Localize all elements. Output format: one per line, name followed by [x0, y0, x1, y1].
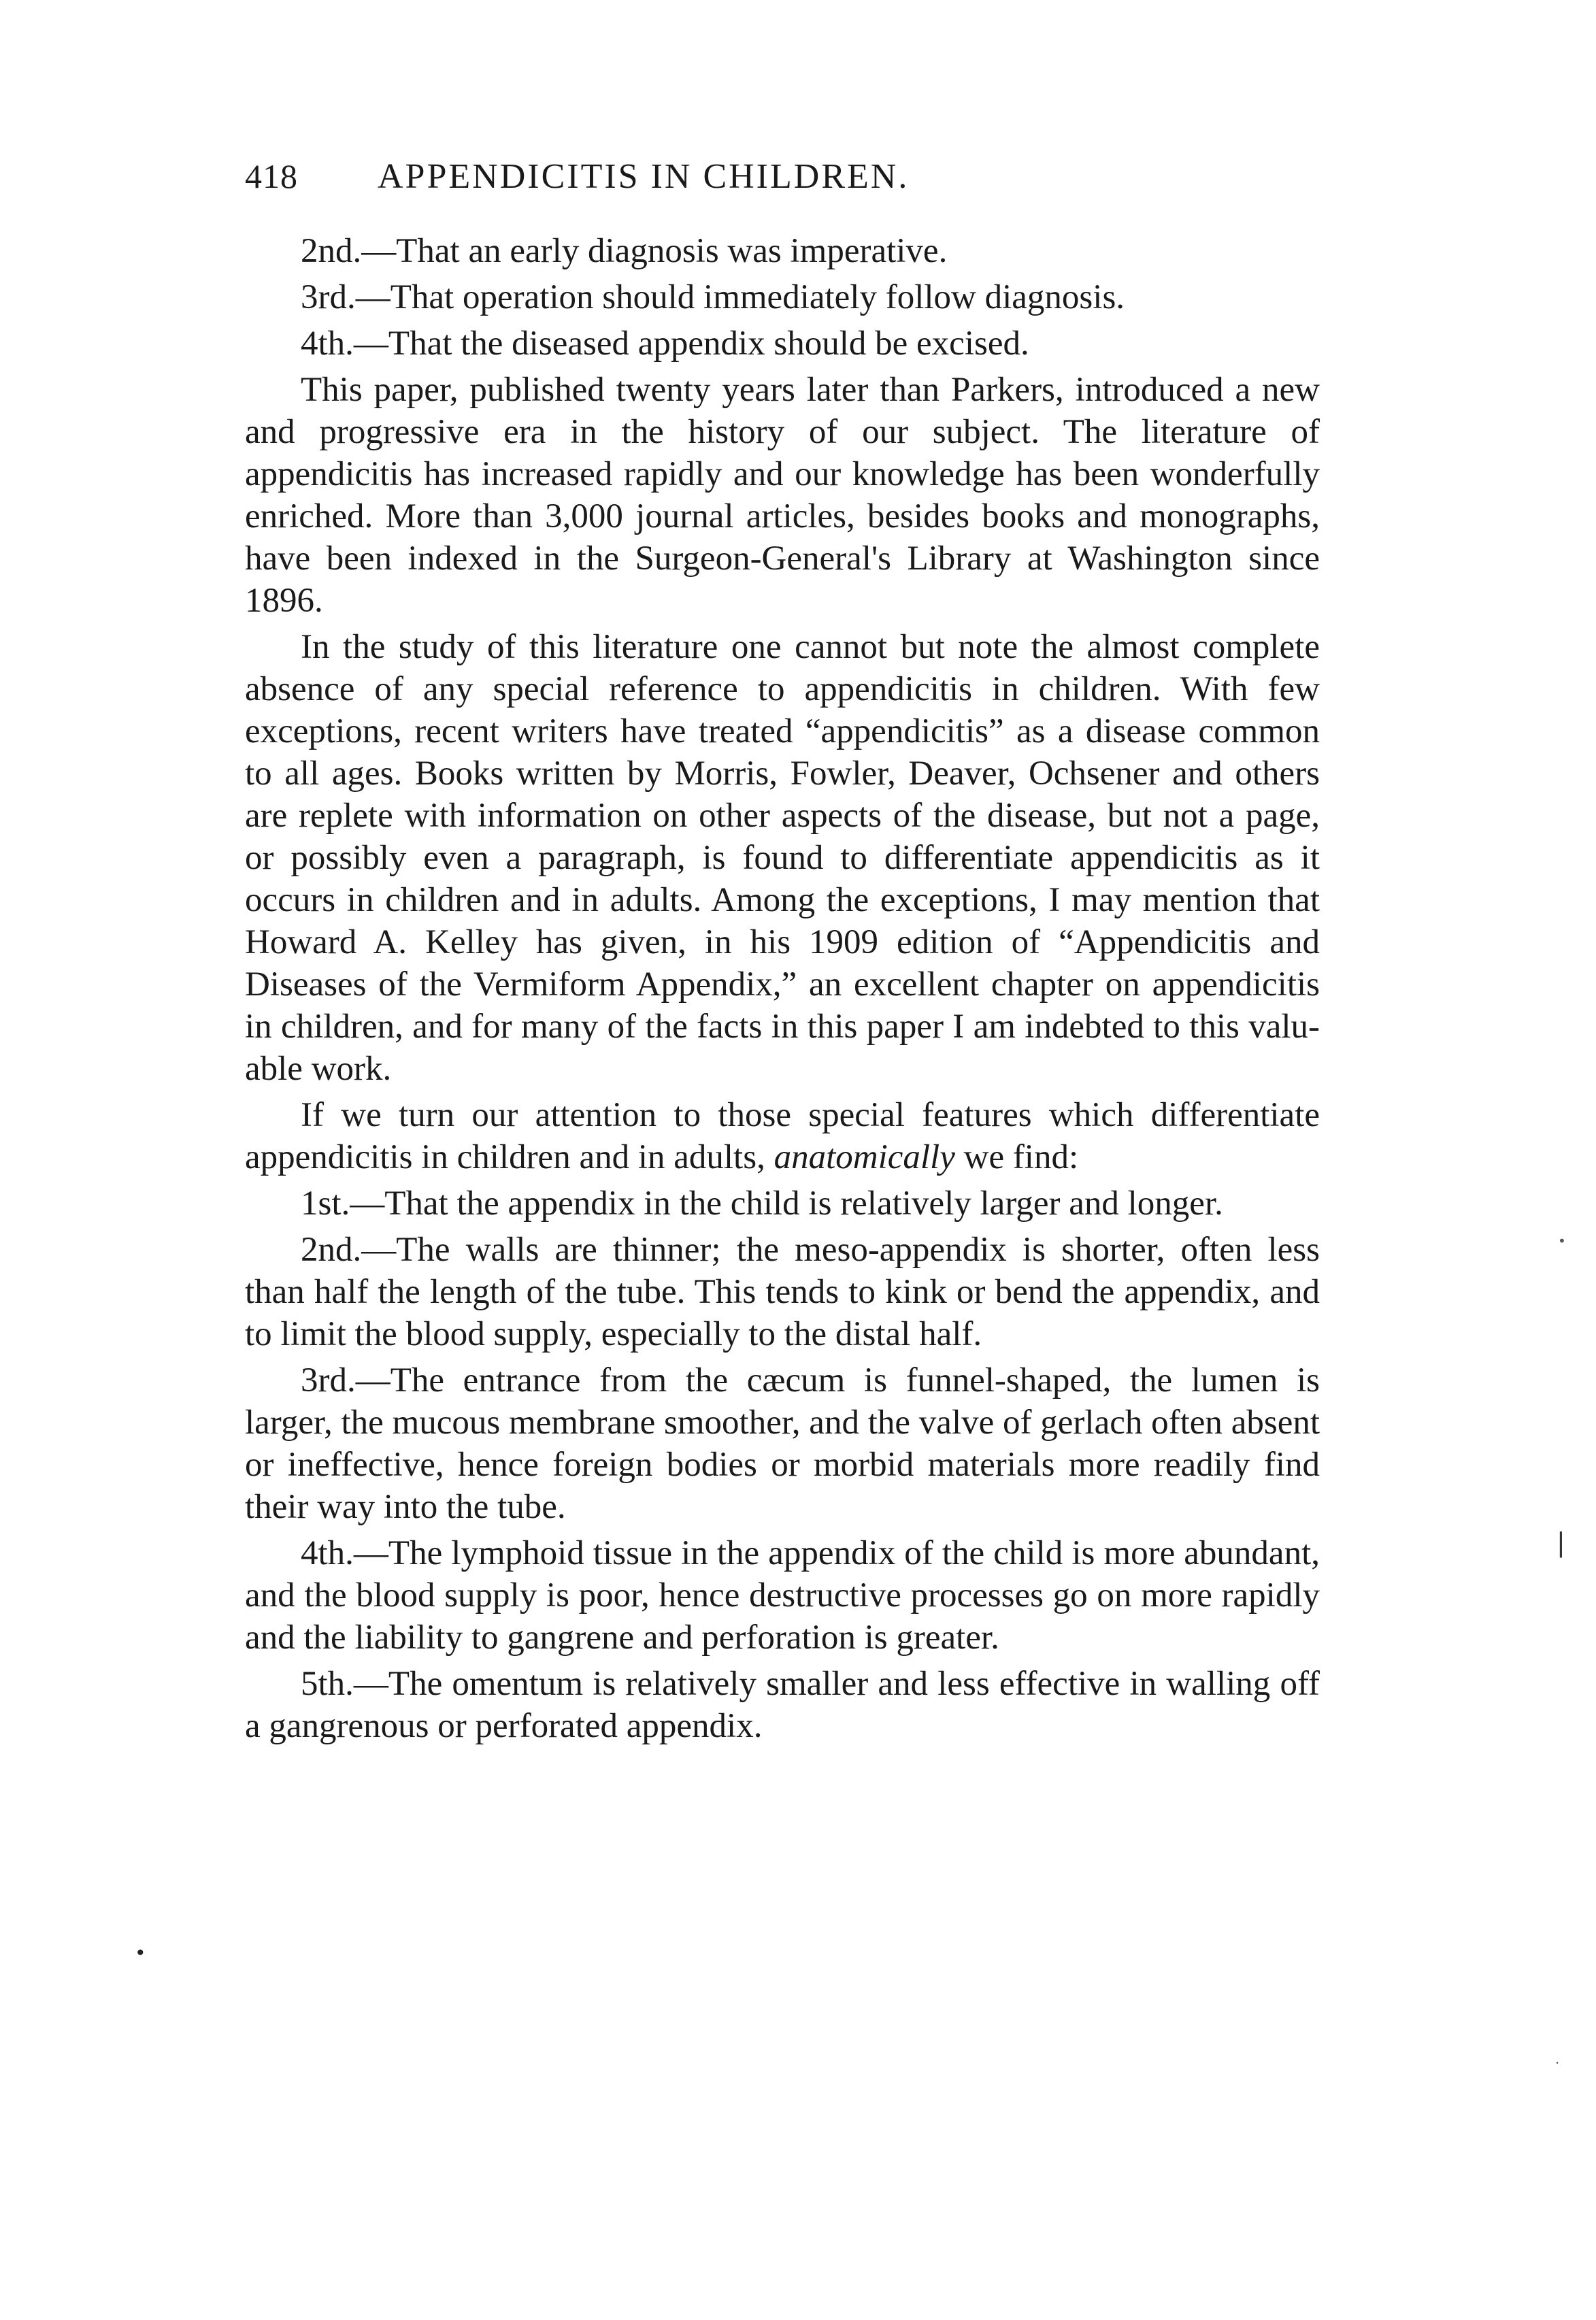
- paragraph-anatomical-features: [245, 1094, 1320, 1178]
- paragraph-literature-history: This paper, published twenty years later than Parkers, introduced a new and progressive era in the history of our subject. The literature of appendicitis has increased rapidly and our knowledge has been wonderfully enriched. More than 3,000 journal articles, besides books and monographs, have been indexed in the Surgeon-General's Library at Washington since 1896.: [245, 371, 1320, 620]
- paragraph-4th-lymphoid-tissue: 4th.—The lymphoid tissue in the appendix of the child is more abundant, and the blood supply is poor, hence destructive processes go on more rapidly and the liability to gangrene and perforation is greater.: [245, 1534, 1320, 1657]
- paragraph-anatomical-text-b: we find:: [954, 1138, 1079, 1176]
- paragraph-5th-omentum: 5th.—The omentum is relatively smaller and less effective in walling off a gangrenous or perforated appendix.: [245, 1665, 1320, 1745]
- paragraph-4th-excised: 4th.—That the diseased appendix should be excised.: [301, 325, 1029, 363]
- paragraph-anatomical-text-a: If we turn our attention to those special features which differentiate appendicitis in children and in adults,: [245, 1096, 1320, 1176]
- emphasis-anatomically: anatomically: [774, 1138, 955, 1176]
- running-head: [245, 156, 1320, 218]
- scan-speck: ⋅: [1555, 2055, 1560, 2071]
- body-text: [245, 230, 1320, 1747]
- book-page: [245, 156, 1320, 1751]
- scan-speck: •: [135, 1942, 146, 1964]
- scan-speck: |: [1557, 1527, 1565, 1557]
- paragraph-2nd-early-diagnosis: 2nd.—That an early diagnosis was imperative.: [301, 232, 948, 270]
- paragraph-3rd-funnel-shaped: 3rd.—The entrance from the cæcum is funnel-shaped, the lumen is larger, the mucous membrane smoother, and the valve of gerlach often absent or ineffective, hence foreign bodies or morbid materials more readily find their way into the tube.: [245, 1361, 1320, 1526]
- paragraph-absence-of-reference: In the study of this literature one cannot but note the almost complete absence of any special reference to appendicitis in children. With few exceptions, recent writers have treated “appendicitis” as a disease common to all ages. Books written by Morris, Fowler, Deaver, Ochsener and others are replete with information on other aspects of the disease, but not a page, or possibly even a paragraph, is found to differentiate appendicitis as it occurs in children and in adults. Among the exceptions, I may mention that Howard A. Kelley has given, in his 1909 edition of “Appendicitis and Diseases of the Vermiform Appendix,” an excellent chapter on appendicitis in children, and for many of the facts in this paper I am indebted to this valuable work.: [245, 628, 1320, 1088]
- paragraph-3rd-operation: 3rd.—That operation should immediately follow diagnosis.: [301, 278, 1125, 316]
- paragraph-1st-appendix-larger: 1st.—That the appendix in the child is relatively larger and longer.: [301, 1184, 1223, 1223]
- page-number: 418: [245, 157, 298, 195]
- scan-speck: •: [1558, 1233, 1566, 1249]
- paragraph-2nd-walls-thinner: 2nd.—The walls are thinner; the meso-appendix is shorter, often less than half the length of the tube. This tends to kink or bend the appendix, and to limit the blood supply, especially to the distal half.: [245, 1231, 1320, 1353]
- running-title: APPENDICITIS IN CHILDREN.: [378, 157, 910, 196]
